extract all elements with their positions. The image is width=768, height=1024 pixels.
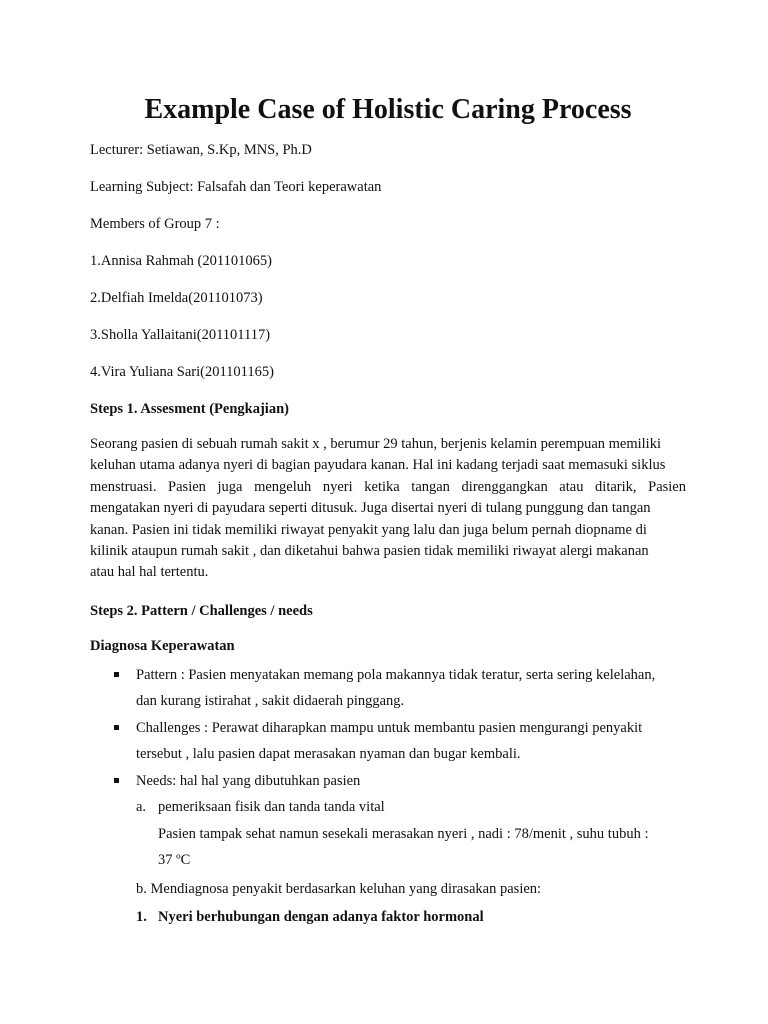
numbered-marker: 1. (136, 909, 147, 926)
member-item: 3.Sholla Yallaitani(201101117) (90, 327, 271, 343)
document-title: Example Case of Holistic Caring Process (144, 94, 632, 125)
subject-line: Learning Subject: Falsafah dan Teori keperawatan (90, 179, 382, 195)
member-item: 4.Vira Yuliana Sari(201101165) (90, 364, 274, 380)
paragraph-line: Seorang pasien di sebuah rumah sakit x , berumur 29 tahun, berjenis kelamin perempuan memiliki (90, 436, 661, 452)
bullet-text: dan kurang istirahat , sakit didaerah pinggang. (136, 693, 405, 710)
bullet-item-pattern (90, 662, 686, 689)
sub-item-marker: a. (136, 799, 147, 816)
sub-item-a-detail: Pasien tampak sehat namun sesekali merasakan nyeri , nadi : 78/menit , suhu tubuh : (158, 825, 649, 842)
member-item: 1.Annisa Rahmah (201101065) (90, 253, 272, 269)
document-page (90, 92, 686, 931)
diagnosis-bullet-list (90, 662, 686, 795)
numbered-item-1 (90, 904, 686, 931)
numbered-text: Nyeri berhubungan dengan adanya faktor hormonal (158, 909, 484, 926)
square-bullet-icon (114, 725, 119, 730)
bullet-text: Challenges : Perawat diharapkan mampu untuk membantu pasien mengurangi penyakit (136, 719, 643, 736)
paragraph-line: kilinik ataupun rumah sakit , dan diketahui bahwa pasien tidak memiliki riwayat alergi makanan (90, 543, 649, 560)
paragraph-line: keluhan utama adanya nyeri di bagian payudara kanan. Hal ini kadang terjadi saat memasuki siklus (90, 457, 666, 474)
lecturer-line: Lecturer: Setiawan, S.Kp, MNS, Ph.D (90, 142, 312, 158)
square-bullet-icon (114, 778, 119, 783)
members-heading: Members of Group 7 : (90, 216, 220, 232)
step2-heading: Steps 2. Pattern / Challenges / needs (90, 602, 313, 619)
bullet-item-challenges (90, 715, 686, 742)
paragraph-line: menstruasi. Pasien juga mengeluh nyeri ketika tangan direnggangkan atau ditarik, Pasien (90, 478, 686, 495)
paragraph-line: atau hal hal tertentu. (90, 564, 209, 581)
sub-item-a-detail: 37 ºC (158, 852, 191, 869)
sub-item-label: pemeriksaan fisik dan tanda tanda vital (158, 799, 385, 816)
step1-heading: Steps 1. Assesment (Pengkajian) (90, 401, 289, 417)
diagnosis-heading: Diagnosa Keperawatan (90, 637, 235, 654)
step1-paragraph (90, 434, 686, 584)
bullet-continuation (90, 688, 686, 715)
bullet-text: tersebut , lalu pasien dapat merasakan nyaman dan bugar kembali. (136, 746, 521, 763)
sub-item-a (90, 794, 686, 821)
member-item: 2.Delfiah Imelda(201101073) (90, 290, 263, 306)
bullet-item-needs (90, 768, 686, 795)
bullet-text: Pattern : Pasien menyatakan memang pola makannya tidak teratur, serta sering kelelahan, (136, 666, 656, 683)
bullet-continuation (90, 741, 686, 768)
square-bullet-icon (114, 672, 119, 677)
paragraph-line: mengatakan nyeri di payudara seperti ditusuk. Juga disertai nyeri di tulang punggung dan tangan (90, 500, 651, 517)
bullet-text: Needs: hal hal yang dibutuhkan pasien (136, 772, 361, 789)
sub-item-b: b. Mendiagnosa penyakit berdasarkan keluhan yang dirasakan pasien: (136, 880, 542, 897)
paragraph-line: kanan. Pasien ini tidak memiliki riwayat penyakit yang lalu dan juga belum pernah diopname di (90, 521, 647, 538)
